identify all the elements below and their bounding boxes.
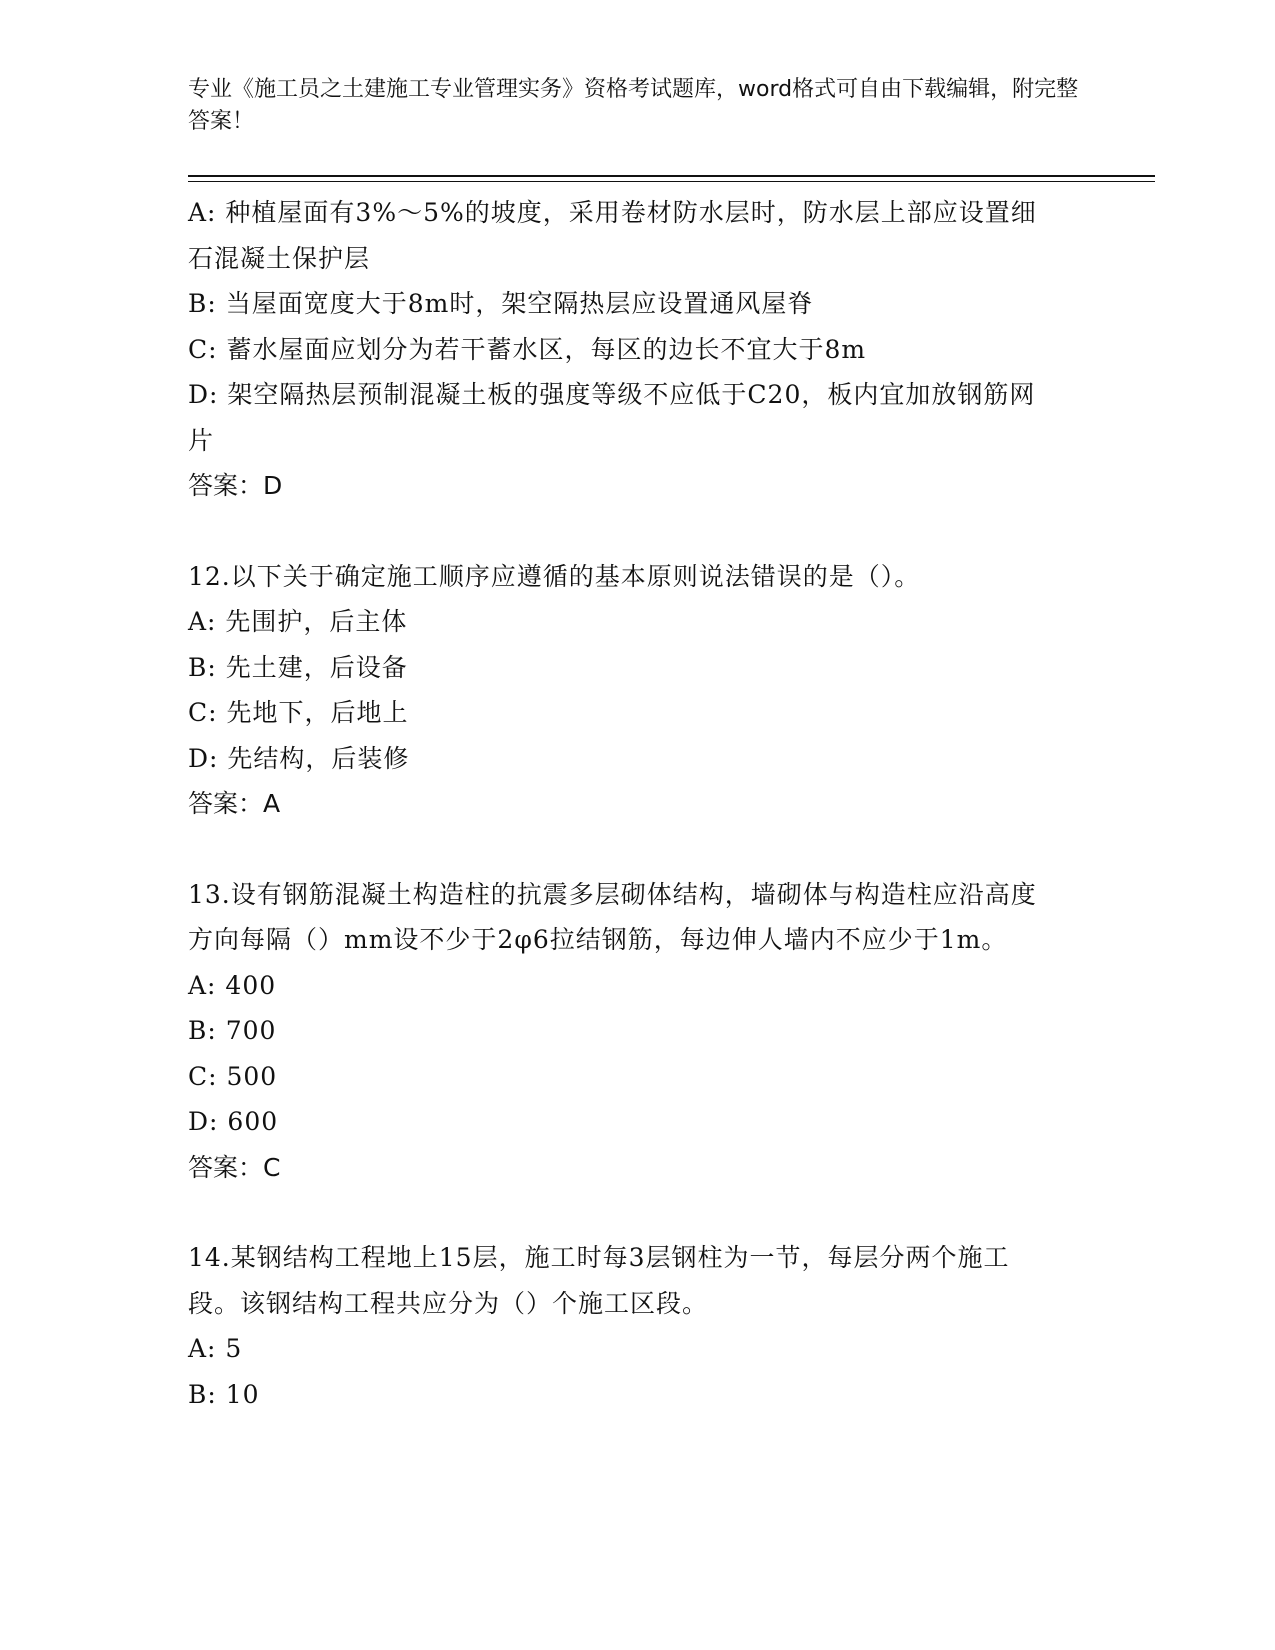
option-b: B: 10 [188, 1379, 260, 1409]
question-stem: 13.设有钢筋混凝土构造柱的抗震多层砌体结构，墙砌体与构造柱应沿高度方向每隔（）mm设不少于2φ6拉结钢筋，每边伸人墙内不应少于1m。 [188, 879, 1037, 954]
question-13 [188, 872, 1088, 1191]
option-b: B: 700 [188, 1016, 277, 1045]
header-rule-thin [188, 181, 1155, 182]
spacer [188, 1190, 1088, 1235]
question-14 [188, 1235, 1088, 1417]
question-stem: 14.某钢结构工程地上15层，施工时每3层钢柱为一节，每层分两个施工段。该钢结构工程共应分为（）个施工区段。 [188, 1243, 1010, 1318]
answer-label: 答案：A [188, 789, 281, 818]
question-stem: 12.以下关于确定施工顺序应遵循的基本原则说法错误的是（）。 [188, 561, 921, 591]
answer-label: 答案：C [188, 1152, 281, 1182]
question-12 [188, 554, 1088, 827]
option-d: D: 先结构，后装修 [188, 743, 410, 773]
option-a: A: 400 [188, 970, 277, 1000]
option-b: B: 先土建，后设备 [188, 652, 408, 682]
document-header: 专业《施工员之土建施工专业管理实务》资格考试题库，word格式可自由下载编辑，附完整答案！ [188, 77, 1079, 134]
option-c: C: 500 [188, 1061, 278, 1091]
spacer [188, 509, 1088, 554]
option-d: D: 架空隔热层预制混凝土板的强度等级不应低于C20，板内宜加放钢筋网片 [188, 380, 1036, 455]
option-c: C: 先地下，后地上 [188, 698, 409, 727]
option-a: A: 种植屋面有3%～5%的坡度，采用卷材防水层时，防水层上部应设置细石混凝土保护层 [188, 198, 1037, 273]
document-body [188, 190, 1088, 1417]
option-a: A: 5 [188, 1334, 243, 1363]
option-b: B: 当屋面宽度大于8m时，架空隔热层应设置通风屋脊 [188, 289, 814, 318]
question-11-continuation [188, 190, 1088, 509]
answer-label: 答案：D [188, 471, 283, 500]
option-c: C: 蓄水屋面应划分为若干蓄水区，每区的边长不宜大于8m [188, 334, 867, 364]
option-a: A: 先围护，后主体 [188, 607, 408, 636]
spacer [188, 827, 1088, 872]
option-d: D: 600 [188, 1107, 279, 1136]
header-rule-thick [188, 175, 1155, 177]
